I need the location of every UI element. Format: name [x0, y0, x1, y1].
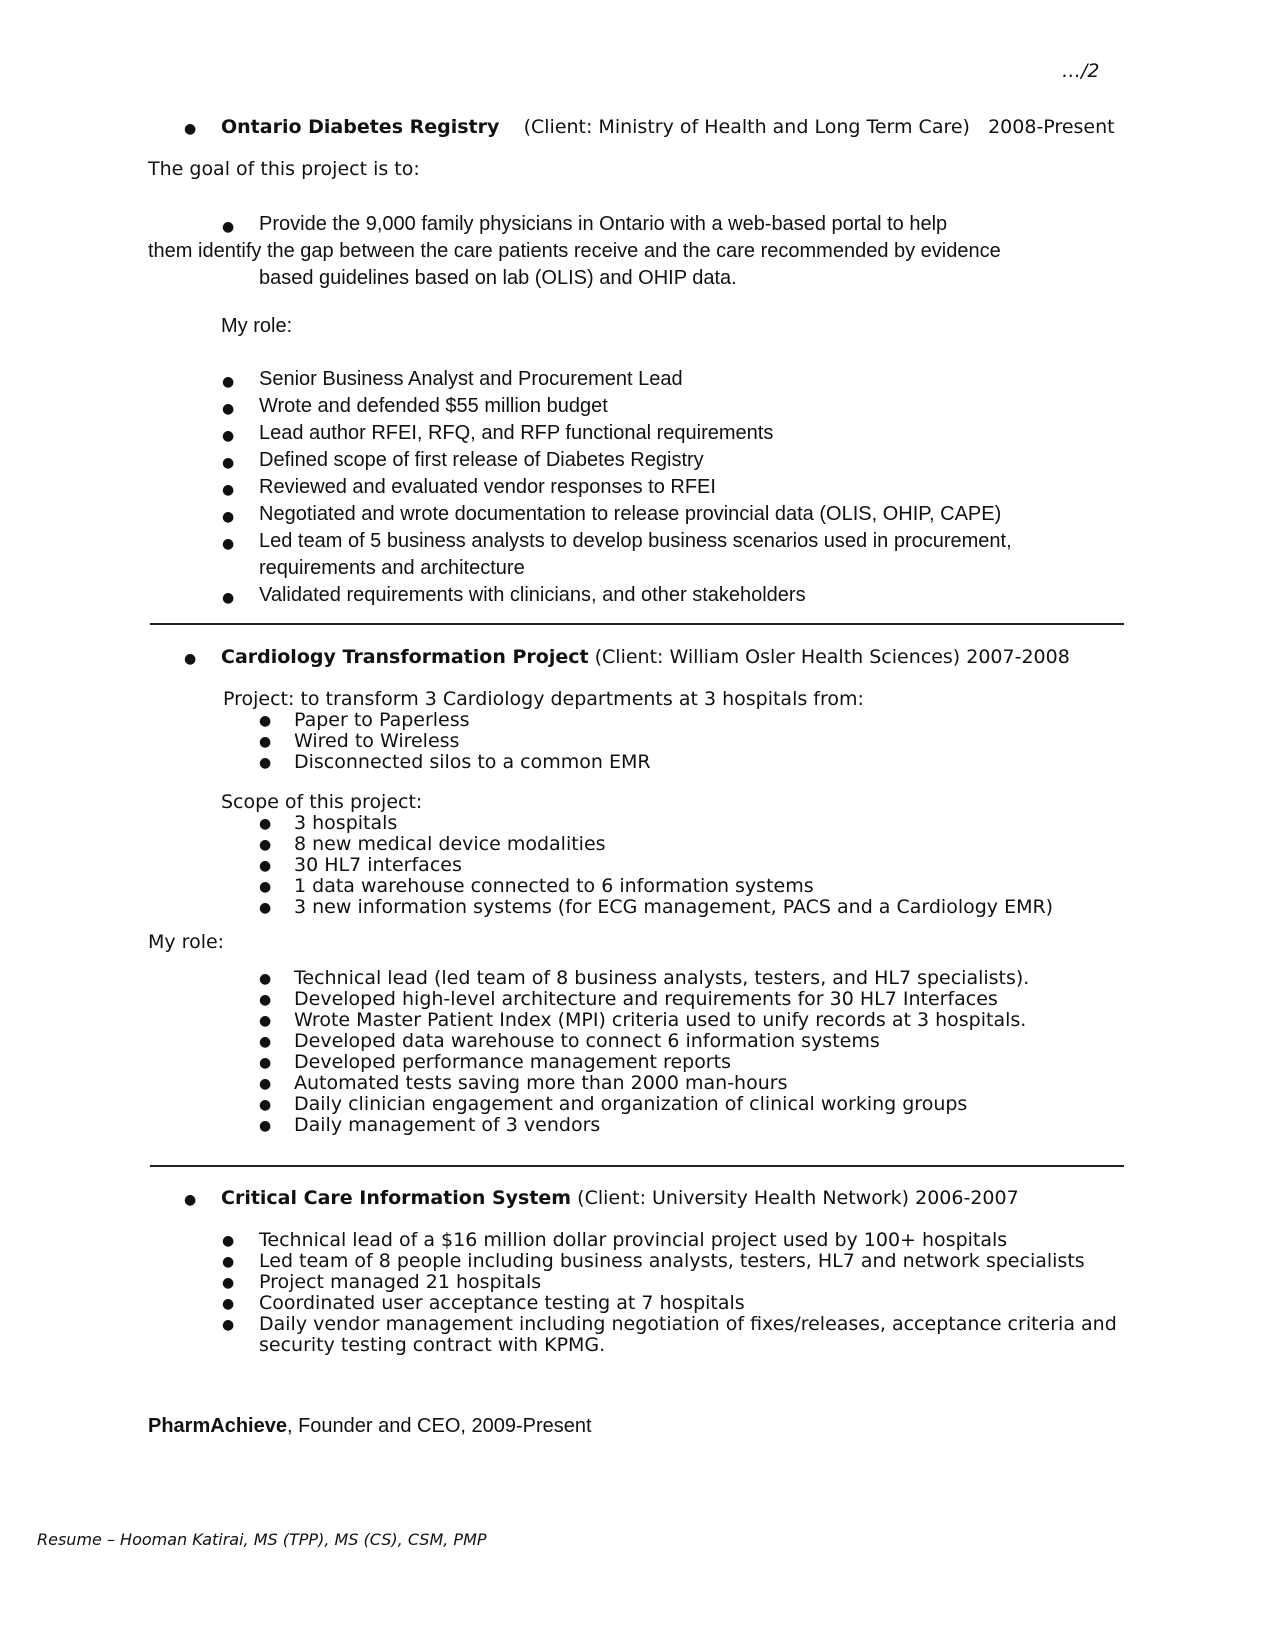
bullet-icon: ●: [222, 219, 235, 235]
list-item: 3 new information systems (for ECG management, PACS and a Cardiology EMR): [294, 896, 1054, 918]
bullet-icon: ●: [259, 971, 272, 987]
bullet-icon: ●: [222, 374, 235, 390]
bullet-icon: ●: [222, 482, 235, 498]
list-item: Led team of 8 people including business analysts, testers, HL7 and network specialists: [259, 1250, 1085, 1272]
company-name: PharmAchieve: [148, 1415, 287, 1437]
list-item: 3 hospitals: [294, 812, 398, 834]
bullet-icon: ●: [222, 455, 235, 471]
project-client: (Client: University Health Network) 2006-2007: [577, 1187, 1019, 1209]
bullet-icon: ●: [222, 1233, 235, 1249]
list-item: Developed data warehouse to connect 6 information systems: [294, 1030, 880, 1052]
company-line: [148, 1415, 592, 1438]
section-divider: [150, 1165, 1124, 1167]
bullet-icon: ●: [222, 1296, 235, 1312]
bullet-icon: ●: [222, 401, 235, 417]
project-intro: Project: to transform 3 Cardiology departments at 3 hospitals from:: [223, 688, 864, 710]
list-item: Paper to Paperless: [294, 709, 470, 731]
list-item: Wrote Master Patient Index (MPI) criteria used to unify records at 3 hospitals.: [294, 1009, 1027, 1031]
list-item: Automated tests saving more than 2000 man-hours: [294, 1072, 788, 1094]
goal-text: based guidelines based on lab (OLIS) and OHIP data.: [259, 267, 737, 289]
list-item: Reviewed and evaluated vendor responses to RFEI: [259, 476, 716, 498]
bullet-icon: ●: [259, 858, 272, 874]
bullet-icon: ●: [222, 1317, 235, 1333]
bullet-icon: ●: [222, 590, 235, 606]
list-item: Technical lead of a $16 million dollar provincial project used by 100+ hospitals: [259, 1229, 1008, 1251]
bullet-icon: ●: [222, 1275, 235, 1291]
bullet-icon: ●: [184, 651, 197, 667]
project-heading: [221, 116, 1115, 138]
bullet-icon: ●: [259, 816, 272, 832]
list-item: Technical lead (led team of 8 business analysts, testers, and HL7 specialists).: [294, 967, 1030, 989]
page-footer: Resume – Hooman Katirai, MS (TPP), MS (CS), CSM, PMP: [37, 1530, 487, 1549]
scope-label: Scope of this project:: [221, 791, 423, 813]
page-number: …/2: [1062, 60, 1100, 82]
list-item: Wired to Wireless: [294, 730, 460, 752]
bullet-icon: ●: [259, 879, 272, 895]
bullet-icon: ●: [222, 509, 235, 525]
bullet-icon: ●: [222, 536, 235, 552]
bullet-icon: ●: [259, 1097, 272, 1113]
list-item: security testing contract with KPMG.: [259, 1334, 606, 1356]
project-heading: [221, 1187, 1019, 1209]
role-label: My role:: [148, 931, 225, 953]
list-item: Wrote and defended $55 million budget: [259, 395, 608, 417]
bullet-icon: ●: [259, 1034, 272, 1050]
list-item: Senior Business Analyst and Procurement Lead: [259, 368, 683, 390]
list-item: Developed performance management reports: [294, 1051, 731, 1073]
bullet-icon: ●: [184, 1192, 197, 1208]
list-item: Daily vendor management including negotiation of fixes/releases, acceptance criteria and: [259, 1313, 1117, 1335]
bullet-icon: ●: [259, 992, 272, 1008]
list-item: Disconnected silos to a common EMR: [294, 751, 651, 773]
bullet-icon: ●: [222, 428, 235, 444]
goal-intro: The goal of this project is to:: [148, 158, 420, 180]
bullet-icon: ●: [184, 121, 197, 137]
bullet-icon: ●: [259, 1013, 272, 1029]
list-item: Developed high-level architecture and requirements for 30 HL7 Interfaces: [294, 988, 998, 1010]
list-item: Led team of 5 business analysts to develop business scenarios used in procurement,: [259, 530, 1012, 552]
list-item: 1 data warehouse connected to 6 information systems: [294, 875, 814, 897]
project-client: (Client: Ministry of Health and Long Term Care): [523, 116, 970, 138]
bullet-icon: ●: [222, 1254, 235, 1270]
bullet-icon: ●: [259, 1055, 272, 1071]
project-years: 2008-Present: [988, 116, 1115, 138]
bullet-icon: ●: [259, 713, 272, 729]
list-item: Validated requirements with clinicians, and other stakeholders: [259, 584, 806, 606]
list-item: Daily clinician engagement and organization of clinical working groups: [294, 1093, 968, 1115]
bullet-icon: ●: [259, 1076, 272, 1092]
project-title: Cardiology Transformation Project: [221, 646, 589, 668]
bullet-icon: ●: [259, 755, 272, 771]
section-divider: [150, 623, 1124, 625]
bullet-icon: ●: [259, 734, 272, 750]
project-title: Critical Care Information System: [221, 1187, 572, 1209]
list-item: Negotiated and wrote documentation to release provincial data (OLIS, OHIP, CAPE): [259, 503, 1002, 525]
list-item: 8 new medical device modalities: [294, 833, 606, 855]
list-item: Daily management of 3 vendors: [294, 1114, 601, 1136]
list-item: 30 HL7 interfaces: [294, 854, 462, 876]
company-detail: , Founder and CEO, 2009-Present: [286, 1415, 592, 1437]
goal-text: Provide the 9,000 family physicians in Ontario with a web-based portal to help: [259, 213, 948, 235]
list-item: Defined scope of first release of Diabetes Registry: [259, 449, 704, 471]
project-client: (Client: William Osler Health Sciences) 2007-2008: [594, 646, 1070, 668]
list-item: Coordinated user acceptance testing at 7 hospitals: [259, 1292, 745, 1314]
list-item: requirements and architecture: [259, 557, 525, 579]
project-title: Ontario Diabetes Registry: [221, 116, 500, 138]
list-item: Lead author RFEI, RFQ, and RFP functional requirements: [259, 422, 774, 444]
role-label: My role:: [221, 315, 293, 337]
project-heading: [221, 646, 1070, 668]
bullet-icon: ●: [259, 1118, 272, 1134]
bullet-icon: ●: [259, 900, 272, 916]
list-item: Project managed 21 hospitals: [259, 1271, 542, 1293]
goal-text: them identify the gap between the care patients receive and the care recommended by evidence: [148, 240, 1001, 262]
bullet-icon: ●: [259, 837, 272, 853]
